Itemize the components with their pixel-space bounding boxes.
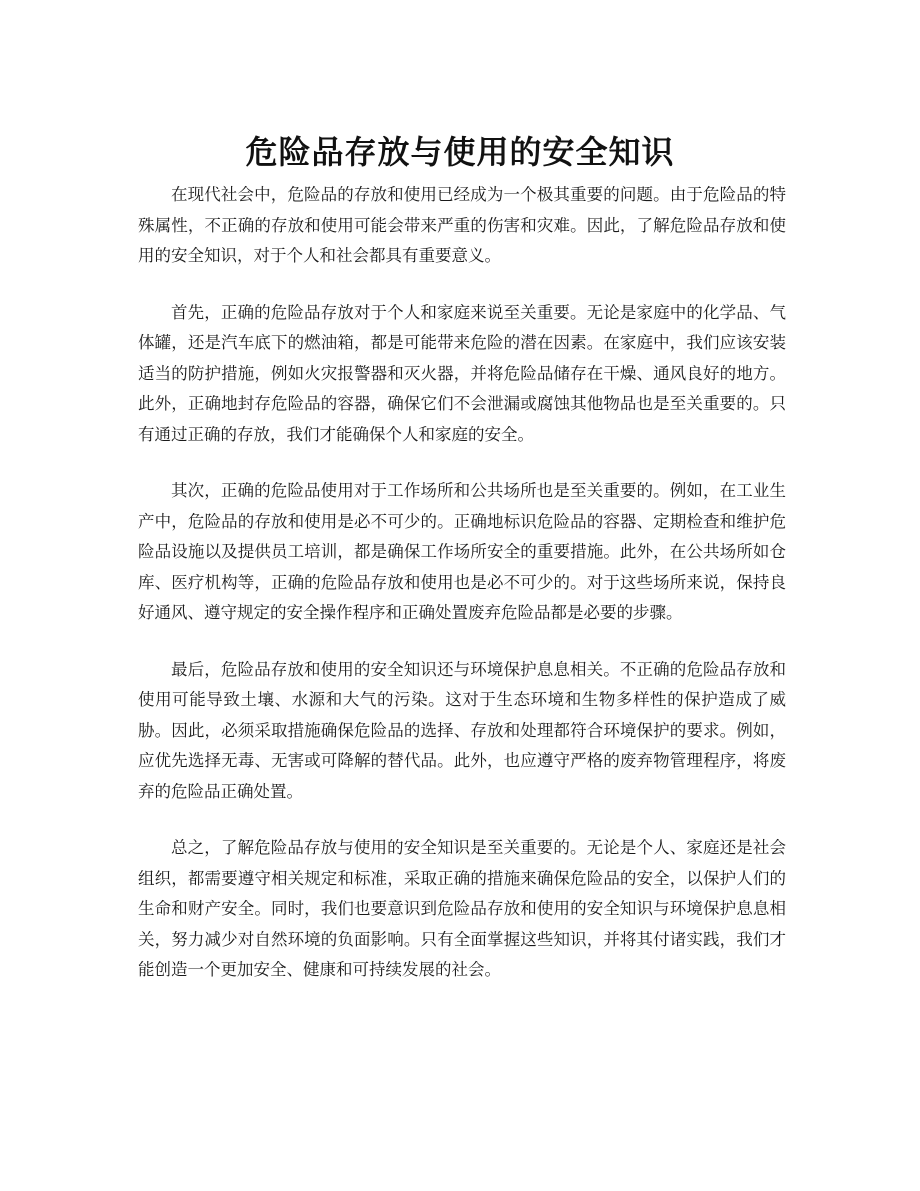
- paragraph-household-storage: 首先，正确的危险品存放对于个人和家庭来说至关重要。无论是家庭中的化学品、气体罐，还是汽车底下的燃油箱，都是可能带来危险的潜在因素。在家庭中，我们应该安装适当的防护措施，例如火灾报警器和灭火器，并将危险品储存在干燥、通风良好的地方。此外，正确地封存危险品的容器，确保它们不会泄漏或腐蚀其他物品也是至关重要的。只有通过正确的存放，我们才能确保个人和家庭的安全。: [138, 302, 786, 444]
- paragraph-intro: 在现代社会中，危险品的存放和使用已经成为一个极其重要的问题。由于危险品的特殊属性，不正确的存放和使用可能会带来严重的伤害和灾难。因此，了解危险品存放和使用的安全知识，对于个人和社会都具有重要意义。: [138, 185, 786, 265]
- paragraph-workplace-use: 其次，正确的危险品使用对于工作场所和公共场所也是至关重要的。例如，在工业生产中，危险品的存放和使用是必不可少的。正确地标识危险品的容器、定期检查和维护危险品设施以及提供员工培训，都是确保工作场所安全的重要措施。此外，在公共场所如仓库、医疗机构等，正确的危险品存放和使用也是必不可少的。对于这些场所来说，保持良好通风、遵守规定的安全操作程序和正确处置废弃危险品都是必要的步骤。: [138, 481, 786, 622]
- document-title: 危险品存放与使用的安全知识: [245, 133, 675, 172]
- document-body: [138, 180, 786, 1012]
- paragraph-conclusion: 总之，了解危险品存放与使用的安全知识是至关重要的。无论是个人、家庭还是社会组织，都需要遵守相关规定和标准，采取正确的措施来确保危险品的安全，以保护人们的生命和财产安全。同时，我们也要意识到危险品存放和使用的安全知识与环境保护息息相关，努力减少对自然环境的负面影响。只有全面掌握这些知识，并将其付诸实践，我们才能创造一个更加安全、健康和可持续发展的社会。: [138, 838, 786, 979]
- paragraph-environment: 最后，危险品存放和使用的安全知识还与环境保护息息相关。不正确的危险品存放和使用可能导致土壤、水源和大气的污染。这对于生态环境和生物多样性的保护造成了威胁。因此，必须采取措施确保危险品的选择、存放和处理都符合环境保护的要求。例如，应优先选择无毒、无害或可降解的替代品。此外，也应遵守严格的废弃物管理程序，将废弃的危险品正确处置。: [138, 659, 786, 801]
